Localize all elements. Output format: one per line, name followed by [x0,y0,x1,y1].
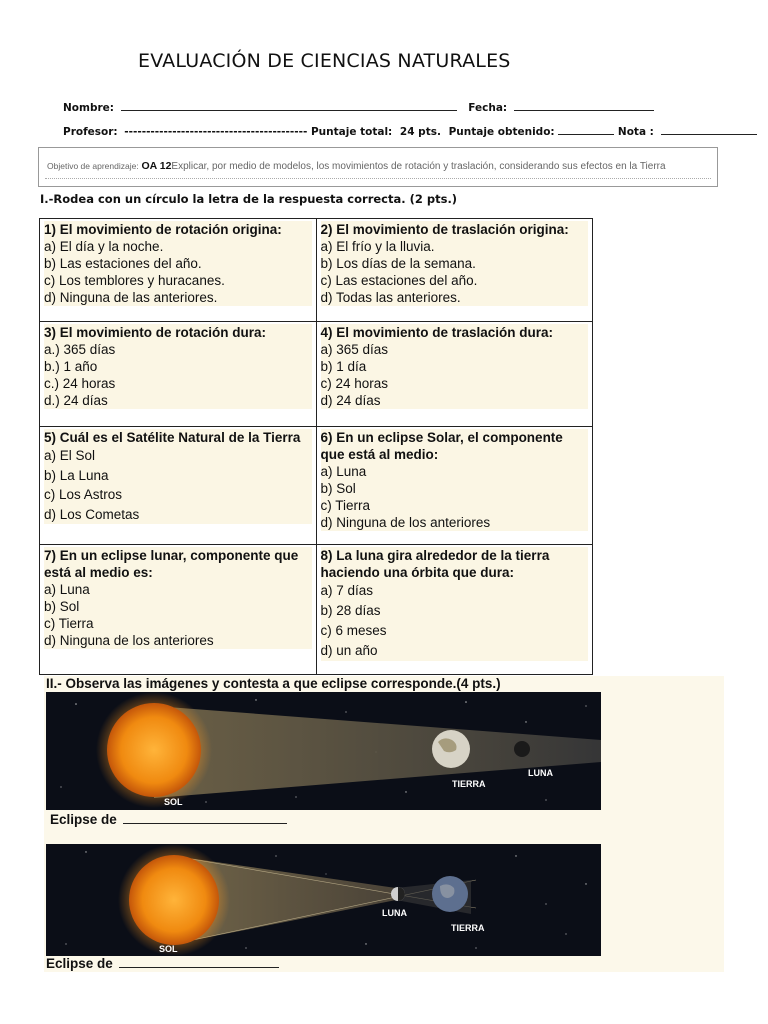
puntaje-obtenido-field[interactable] [558,124,614,135]
answer-option-b[interactable]: b) 1 día [321,358,589,375]
answer-option-c[interactable]: c) Tierra [321,497,589,514]
moon-label: LUNA [382,908,407,918]
answer-option-d[interactable]: d) Todas las anteriores. [321,289,589,306]
nombre-label: Nombre: [63,102,114,114]
question-text: 5) Cuál es el Satélite Natural de la Tierra [44,429,312,446]
answer-option-a[interactable]: a) 365 días [321,341,589,358]
answer-option-b[interactable]: b) Sol [44,598,312,615]
answer-option-b[interactable]: b.) 1 año [44,358,312,375]
answer-option-b[interactable]: b) 28 días [321,601,589,621]
answer-option-d[interactable]: d) Los Cometas [44,505,312,525]
student-info-row [63,100,654,114]
sun-label: SOL [164,797,183,807]
answer-option-d[interactable]: d.) 24 días [44,392,312,409]
page-title: EVALUACIÓN DE CIENCIAS NATURALES [138,50,511,72]
answer-option-a[interactable]: a) Luna [321,463,589,480]
puntaje-total-label: Puntaje total: [310,126,393,138]
answer-option-d[interactable]: d) 24 días [321,392,589,409]
fecha-label: Fecha: [468,102,508,114]
nota-label: Nota : [617,126,654,138]
eclipse-label: Eclipse de [50,812,117,827]
nota-field[interactable] [661,124,757,135]
objective-text: Explicar, por medio de modelos, los movimientos de rotación y traslación, considerando sus efectos en la Tierra [171,161,666,172]
moon-icon [514,741,530,757]
answer-option-b[interactable]: b) La Luna [44,466,312,486]
puntaje-total-value: 24 pts. [399,126,441,138]
answer-option-a[interactable]: a) El frío y la lluvia. [321,238,589,255]
answer-option-b[interactable]: b) Los días de la semana. [321,255,589,272]
answer-option-a[interactable]: a) El día y la noche. [44,238,312,255]
answer-option-b[interactable]: b) Las estaciones del año. [44,255,312,272]
question-text: 7) En un eclipse lunar, componente que está al medio es: [44,547,312,581]
question-text: 3) El movimiento de rotación dura: [44,324,312,341]
answer-option-d[interactable]: d) Ninguna de los anteriores [321,514,589,531]
fecha-field[interactable] [514,100,654,111]
section2 [44,676,724,972]
answer-option-a[interactable]: a) Luna [44,581,312,598]
answer-option-d[interactable]: d) Ninguna de los anteriores [44,632,312,649]
profesor-field[interactable]: ------------------------------------------ [124,126,308,138]
eclipse-label: Eclipse de [46,956,113,971]
answer-option-d[interactable]: d) Ninguna de las anteriores. [44,289,312,306]
question-cell-6 [316,427,593,545]
answer-option-c[interactable]: c) Las estaciones del año. [321,272,589,289]
sun-icon [107,703,201,797]
solar-eclipse-image [46,844,601,956]
question-cell-8 [316,545,593,675]
question-text: 8) La luna gira alrededor de la tierra haciendo una órbita que dura: [321,547,589,581]
question-cell-2 [316,219,593,322]
answer-option-a[interactable]: a.) 365 días [44,341,312,358]
answer-option-a[interactable]: a) El Sol [44,446,312,466]
section1-heading: I.-Rodea con un círculo la letra de la respuesta correcta. (2 pts.) [40,192,458,206]
earth-label: TIERRA [451,923,485,933]
answer-option-c[interactable]: c.) 24 horas [44,375,312,392]
question-text: 4) El movimiento de traslación dura: [321,324,589,341]
eclipse-answer-field-1[interactable] [123,812,287,824]
question-cell-1 [40,219,317,322]
objective-code: OA 12 [141,160,172,172]
lunar-eclipse-illustration [46,692,601,810]
answer-option-c[interactable]: c) 6 meses [321,621,589,641]
nombre-field[interactable] [121,100,457,111]
eclipse-answer-2 [46,956,279,971]
solar-eclipse-illustration [46,844,601,956]
profesor-label: Profesor: [63,126,118,138]
answer-option-c[interactable]: c) Los temblores y huracanes. [44,272,312,289]
sun-label: SOL [159,944,178,954]
question-text: 2) El movimiento de traslación origina: [321,221,589,238]
answer-option-a[interactable]: a) 7 días [321,581,589,601]
questions-table [39,218,593,675]
answer-option-c[interactable]: c) 24 horas [321,375,589,392]
section2-heading: II.- Observa las imágenes y contesta a que eclipse corresponde.(4 pts.) [46,676,501,691]
sun-icon [129,855,219,945]
puntaje-obtenido-label: Puntaje obtenido: [448,126,555,138]
teacher-info-row [63,124,757,138]
answer-option-c[interactable]: c) Los Astros [44,485,312,505]
lunar-eclipse-image [46,692,601,810]
question-text: 1) El movimiento de rotación origina: [44,221,312,238]
question-text: 6) En un eclipse Solar, el componente que está al medio: [321,429,589,463]
light-beam [154,706,601,798]
objective-prefix: Objetivo de aprendizaje: [47,161,139,171]
eclipse-answer-1 [50,812,287,827]
earth-label: TIERRA [452,779,486,789]
question-cell-4 [316,322,593,427]
learning-objective-box [38,147,718,187]
eclipse-answer-field-2[interactable] [119,956,279,968]
answer-option-c[interactable]: c) Tierra [44,615,312,632]
question-cell-5 [40,427,317,545]
moon-label: LUNA [528,768,553,778]
objective-divider [45,178,711,179]
answer-option-d[interactable]: d) un año [321,641,589,661]
question-cell-3 [40,322,317,427]
answer-option-b[interactable]: b) Sol [321,480,589,497]
question-cell-7 [40,545,317,675]
